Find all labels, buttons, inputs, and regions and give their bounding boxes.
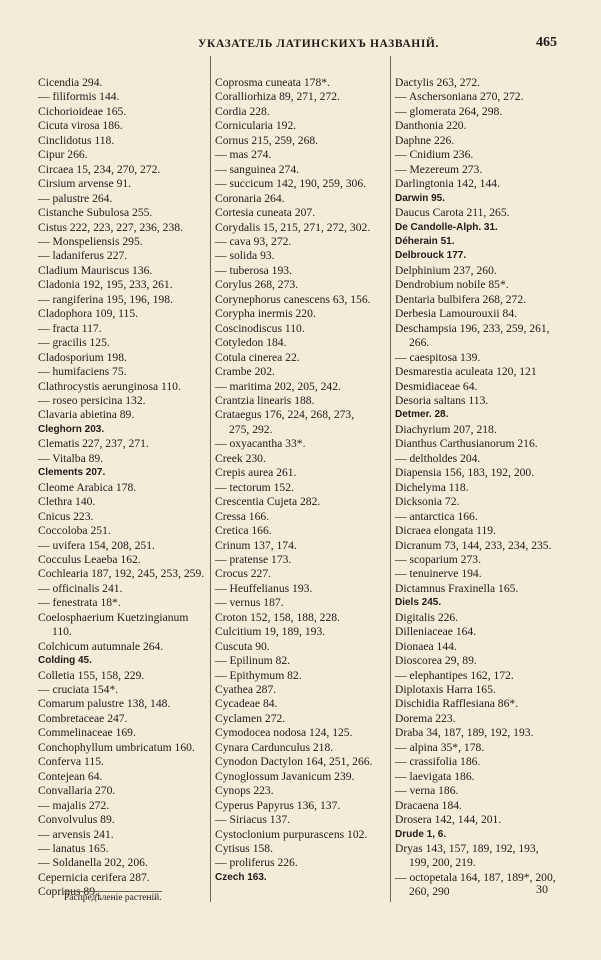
index-entry: 275, 292.: [229, 422, 273, 436]
index-entry: Coprinus 89.: [38, 885, 98, 899]
index-entry: Cyclamen 272.: [215, 711, 286, 725]
index-entry: Dentaria bulbifera 268, 272.: [395, 292, 527, 306]
index-entry: Cladium Mauriscus 136.: [38, 263, 153, 277]
index-entry: Daucus Carota 211, 265.: [395, 206, 510, 220]
index-entry: Cynops 223.: [215, 784, 274, 798]
index-entry: Cocculus Leaeba 162.: [38, 552, 141, 566]
index-entry: — crassifolia 186.: [395, 755, 481, 769]
index-entry: 199, 200, 219.: [409, 856, 476, 870]
index-entry: Dendrobium nobile 85*.: [395, 278, 509, 292]
index-entry: Crambe 202.: [215, 365, 275, 379]
index-entry: Cornicularia 192.: [215, 119, 297, 133]
index-entry: — fenestrata 18*.: [38, 596, 121, 610]
index-entry: — octopetala 164, 187, 189*, 200,: [395, 870, 556, 884]
index-entry: Drude 1, 6.: [395, 828, 447, 840]
index-entry: Corypha inermis 220.: [215, 307, 316, 321]
index-entry: Cotyledon 184.: [215, 336, 287, 350]
index-entry: Dracaena 184.: [395, 798, 462, 812]
index-entry: Dionaea 144.: [395, 639, 457, 653]
index-entry: — mas 274.: [215, 148, 272, 162]
index-entry: Cochlearia 187, 192, 245, 253, 259.: [38, 567, 205, 581]
index-entry: Cystoclonium purpurascens 102.: [215, 827, 368, 841]
index-entry: Daphne 226.: [395, 133, 455, 147]
index-entry: — officinalis 241.: [38, 581, 123, 595]
index-entry: Cladonia 192, 195, 233, 261.: [38, 278, 173, 292]
index-entry: Delbrouck 177.: [395, 250, 467, 262]
index-entry: Coralliorhiza 89, 271, 272.: [215, 90, 340, 104]
index-entry: Corydalis 15, 215, 271, 272, 302.: [215, 220, 371, 234]
index-entry: Crocus 227.: [215, 567, 272, 581]
index-entry: Cyathea 287.: [215, 683, 277, 697]
index-entry: — lanatus 165.: [38, 842, 109, 856]
index-entry: — Monspeliensis 295.: [38, 234, 143, 248]
index-entry: Danthonia 220.: [395, 119, 467, 133]
index-entry: — Vitalba 89.: [38, 451, 104, 465]
index-entry: — sanguinea 274.: [215, 162, 300, 176]
index-entry: Drosera 142, 144, 201.: [395, 813, 502, 827]
index-entry: Corynephorus canescens 63, 156.: [215, 292, 371, 306]
index-entry: — deltholdes 204.: [395, 451, 481, 465]
index-entry: Culcitium 19, 189, 193.: [215, 625, 326, 639]
index-column-1: [38, 76, 208, 900]
index-column-3: [395, 76, 567, 900]
column-divider: [390, 56, 391, 902]
index-entry: Cymodocea nodosa 124, 125.: [215, 726, 353, 740]
index-entry: Convallaria 270.: [38, 784, 116, 798]
index-entry: — tuberosa 193.: [215, 263, 292, 277]
index-entry: Commelinaceae 169.: [38, 726, 136, 740]
index-entry: — oxyacantha 33*.: [215, 437, 306, 451]
index-entry: Clematis 227, 237, 271.: [38, 437, 149, 451]
index-entry: — Mezereum 273.: [395, 162, 483, 176]
index-entry: Cretica 166.: [215, 524, 272, 538]
index-entry: Circaea 15, 234, 270, 272.: [38, 162, 161, 176]
index-entry: Dictamnus Fraxinella 165.: [395, 581, 519, 595]
index-entry: — maritima 202, 205, 242.: [215, 379, 341, 393]
index-entry: Dianthus Carthusianorum 216.: [395, 437, 538, 451]
index-entry: Digitalis 226.: [395, 610, 459, 624]
index-entry: — roseo persicina 132.: [38, 393, 146, 407]
index-entry: — Siriacus 137.: [215, 813, 291, 827]
index-entry: Croton 152, 158, 188, 228.: [215, 610, 340, 624]
index-entry: — majalis 272.: [38, 798, 110, 812]
index-entry: — laevigata 186.: [395, 769, 475, 783]
index-entry: — tectorum 152.: [215, 480, 294, 494]
index-entry: Corylus 268, 273.: [215, 278, 299, 292]
index-entry: Desmidiaceae 64.: [395, 379, 478, 393]
index-entry: — pratense 173.: [215, 552, 292, 566]
index-entry: Combretaceae 247.: [38, 711, 128, 725]
index-entry: Dryas 143, 157, 189, 192, 193,: [395, 842, 539, 856]
index-entry: Creek 230.: [215, 451, 266, 465]
running-title: УКАЗАТЕЛЬ ЛАТИНСКИХЪ НАЗВАНІЙ.: [198, 38, 439, 50]
index-entry: — scoparium 273.: [395, 552, 481, 566]
index-entry: Clements 207.: [38, 467, 106, 479]
index-entry: Crinum 137, 174.: [215, 538, 297, 552]
running-header: [0, 35, 601, 58]
index-entry: Cleghorn 203.: [38, 423, 105, 435]
index-entry: Cistanche Subulosa 255.: [38, 206, 153, 220]
index-entry: Desmarestia aculeata 120, 121: [395, 365, 537, 379]
index-entry: — verna 186.: [395, 784, 459, 798]
index-entry: Cuscuta 90.: [215, 639, 270, 653]
index-column-2: [215, 76, 387, 885]
index-entry: Dactylis 263, 272.: [395, 76, 481, 89]
index-entry: Crataegus 176, 224, 268, 273,: [215, 408, 355, 422]
index-entry: Crepis aurea 261.: [215, 466, 297, 480]
index-entry: — proliferus 226.: [215, 856, 298, 870]
index-entry: Convolvulus 89.: [38, 813, 115, 827]
index-entry: — ladaniferus 227.: [38, 249, 128, 263]
index-entry: — solida 93.: [215, 249, 275, 263]
index-entry: Dischidia Rafflesiana 86*.: [395, 697, 519, 711]
index-entry: Cressa 166.: [215, 509, 270, 523]
index-entry: — caespitosa 139.: [395, 350, 481, 364]
index-entry: Crescentia Cujeta 282.: [215, 495, 321, 509]
index-entry: Diachyrium 207, 218.: [395, 422, 497, 436]
index-entry: Diels 245.: [395, 597, 442, 609]
index-entry: — Cnidium 236.: [395, 148, 474, 162]
index-entry: — Epithymum 82.: [215, 668, 302, 682]
index-entry: — palustre 264.: [38, 191, 113, 205]
index-entry: Contejean 64.: [38, 769, 103, 783]
index-entry: Crantzia linearis 188.: [215, 393, 315, 407]
index-entry: Déherain 51.: [395, 235, 455, 247]
index-entry: Dilleniaceae 164.: [395, 625, 477, 639]
index-entry: Clethra 140.: [38, 495, 96, 509]
index-entry: Cladophora 109, 115.: [38, 307, 139, 321]
index-entry: Cotula cinerea 22.: [215, 350, 300, 364]
index-entry: — cava 93, 272.: [215, 234, 292, 248]
index-entry: Cytisus 158.: [215, 842, 273, 856]
index-entry: Comarum palustre 138, 148.: [38, 697, 171, 711]
index-entry: — alpina 35*, 178.: [395, 740, 485, 754]
index-entry: Cicendia 294.: [38, 76, 103, 89]
index-entry: Detmer. 28.: [395, 409, 449, 421]
index-entry: 260, 290: [409, 885, 450, 899]
index-entry: Colletia 155, 158, 229.: [38, 668, 145, 682]
index-entry: — tenuinerve 194.: [395, 567, 482, 581]
index-entry: — Epilinum 82.: [215, 654, 291, 668]
index-entry: Coelosphaerium Kuetzingianum: [38, 610, 189, 624]
index-entry: Clavaria abietina 89.: [38, 408, 135, 422]
index-entry: Clathrocystis aerunginosa 110.: [38, 379, 181, 393]
index-entry: Cinclidotus 118.: [38, 133, 115, 147]
index-entry: Cipur 266.: [38, 148, 88, 162]
index-entry: — gracilis 125.: [38, 336, 110, 350]
index-entry: Cortesia cuneata 207.: [215, 206, 316, 220]
index-entry: Darlingtonia 142, 144.: [395, 177, 500, 191]
index-entry: De Candolle-Alph. 31.: [395, 221, 498, 233]
index-entry: — antarctica 166.: [395, 509, 478, 523]
index-entry: Conferva 115.: [38, 755, 104, 769]
index-entry: Cycadeae 84.: [215, 697, 278, 711]
index-entry: 266.: [409, 336, 430, 350]
index-entry: — arvensis 241.: [38, 827, 114, 841]
index-entry: Draba 34, 187, 189, 192, 193.: [395, 726, 534, 740]
index-entry: Derbesia Lamourouxii 84.: [395, 307, 518, 321]
index-entry: Coccoloba 251.: [38, 524, 111, 538]
index-entry: Cicuta virosa 186.: [38, 119, 123, 133]
index-entry: — Heuffelianus 193.: [215, 581, 313, 595]
index-entry: Coprosma cuneata 178*.: [215, 76, 330, 89]
index-entry: — succicum 142, 190, 259, 306.: [215, 177, 367, 191]
index-entry: Cornus 215, 259, 268.: [215, 133, 319, 147]
index-entry: — Soldanella 202, 206.: [38, 856, 148, 870]
index-entry: Diapensia 156, 183, 192, 200.: [395, 466, 535, 480]
page-number: 465: [536, 35, 557, 50]
index-entry: Dichelyma 118.: [395, 480, 469, 494]
index-entry: Colding 45.: [38, 655, 92, 667]
index-entry: — glomerata 264, 298.: [395, 104, 503, 118]
index-entry: Czech 163.: [215, 871, 267, 883]
index-entry: Dicksonia 72.: [395, 495, 460, 509]
index-entry: Colchicum autumnale 264.: [38, 639, 164, 653]
index-entry: Coscinodiscus 110.: [215, 321, 305, 335]
index-entry: 110.: [52, 625, 72, 639]
index-entry: Dicranum 73, 144, 233, 234, 235.: [395, 538, 552, 552]
index-entry: Darwin 95.: [395, 192, 446, 204]
index-entry: Deschampsia 196, 233, 259, 261,: [395, 321, 550, 335]
index-entry: Coronaria 264.: [215, 191, 285, 205]
index-entry: Dorema 223.: [395, 711, 456, 725]
index-entry: — rangiferina 195, 196, 198.: [38, 292, 173, 306]
index-entry: — cruciata 154*.: [38, 683, 119, 697]
index-entry: — uvifera 154, 208, 251.: [38, 538, 155, 552]
index-entry: Cnicus 223.: [38, 509, 94, 523]
index-entry: Cleome Arabica 178.: [38, 480, 137, 494]
index-entry: — fracta 117.: [38, 321, 102, 335]
index-entry: Delphinium 237, 260.: [395, 263, 497, 277]
index-entry: — humifaciens 75.: [38, 365, 127, 379]
index-entry: Desoria saltans 113.: [395, 393, 489, 407]
index-entry: Cyperus Papyrus 136, 137.: [215, 798, 341, 812]
signature-line: Распредѣленіе растеній.: [64, 893, 162, 903]
index-entry: Cynara Cardunculus 218.: [215, 740, 334, 754]
index-entry: Cistus 222, 223, 227, 236, 238.: [38, 220, 183, 234]
index-entry: Cordia 228.: [215, 104, 270, 118]
index-entry: Cynoglossum Javanicum 239.: [215, 769, 355, 783]
index-entry: — elephantipes 162, 172.: [395, 668, 514, 682]
index-entry: Cynodon Dactylon 164, 251, 266.: [215, 755, 373, 769]
index-entry: — Aschersoniana 270, 272.: [395, 90, 524, 104]
sheet-number: 30: [536, 882, 548, 896]
index-entry: Conchophyllum umbricatum 160.: [38, 740, 195, 754]
index-entry: Cladosporium 198.: [38, 350, 127, 364]
index-entry: Cichorioideae 165.: [38, 104, 127, 118]
index-entry: Cirsium arvense 91.: [38, 177, 132, 191]
index-entry: Dicraea elongata 119.: [395, 524, 496, 538]
index-entry: Dioscorea 29, 89.: [395, 654, 477, 668]
index-entry: — filiformis 144.: [38, 90, 120, 104]
index-entry: Diplotaxis Harra 165.: [395, 683, 496, 697]
column-divider: [210, 56, 211, 902]
index-entry: Cepernicia cerifera 287.: [38, 870, 150, 884]
index-entry: — vernus 187.: [215, 596, 284, 610]
